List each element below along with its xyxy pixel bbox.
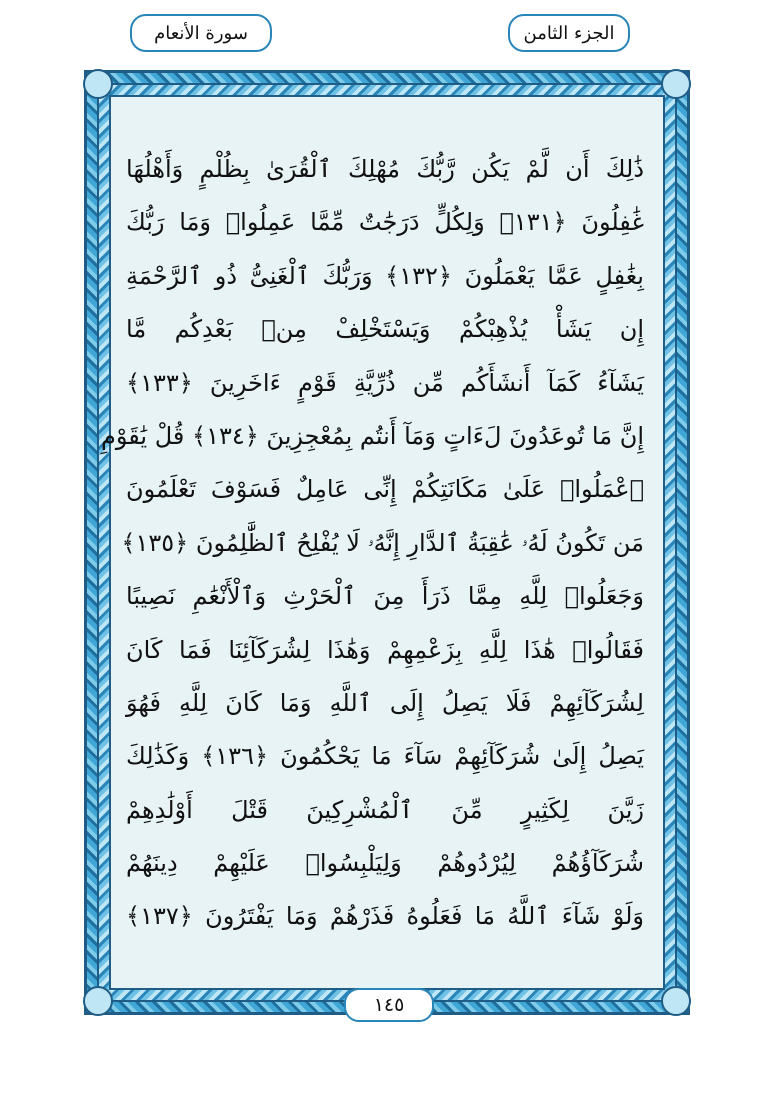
text-line: وَلَوْ شَآءَ ٱللَّهُ مَا فَعَلُوهُ فَذَرْهُمْ وَمَا يَفْتَرُونَ ﴿١٣٧﴾ (126, 902, 644, 931)
quran-text-block (101, 143, 645, 944)
page-number-label: ١٤٥ (373, 994, 405, 1016)
text-line: إِن يَشَأْ يُذْهِبْكُمْ وَيَسْتَخْلِفْ مِنۢ بَعْدِكُم مَّا (126, 315, 644, 344)
text-line: ٱعْمَلُوا۟ عَلَىٰ مَكَانَتِكُمْ إِنِّى عَامِلٌ فَسَوْفَ تَعْلَمُونَ (126, 475, 644, 504)
text-line: غَٰفِلُونَ ﴿١٣١﴾ وَلِكُلٍّ دَرَجَٰتٌ مِّمَّا عَمِلُوا۟ وَمَا رَبُّكَ (126, 208, 644, 237)
text-line: إِنَّ مَا تُوعَدُونَ لَءَاتٍ وَمَآ أَنتُم بِمُعْجِزِينَ ﴿١٣٤﴾ قُلْ يَٰقَوْمِ (101, 421, 644, 450)
text-line: ذَٰلِكَ أَن لَّمْ يَكُن رَّبُّكَ مُهْلِكَ ٱلْقُرَىٰ بِظُلْمٍ وَأَهْلُهَا (126, 155, 644, 183)
corner-ornament-icon (83, 69, 113, 99)
text-line: يَصِلُ إِلَىٰ شُرَكَآئِهِمْ سَآءَ مَا يَحْكُمُونَ ﴿١٣٦﴾ وَكَذَٰلِكَ (126, 742, 645, 771)
text-line: يَشَآءُ كَمَآ أَنشَأَكُم مِّن ذُرِّيَّةِ قَوْمٍ ءَاخَرِينَ ﴿١٣٣﴾ (126, 368, 644, 397)
text-line: زَيَّنَ لِكَثِيرٍ مِّنَ ٱلْمُشْرِكِينَ قَتْلَ أَوْلَٰدِهِمْ (126, 795, 644, 824)
page-number (344, 988, 434, 1022)
corner-ornament-icon (661, 986, 691, 1016)
text-line: فَقَالُوا۟ هَٰذَا لِلَّهِ بِزَعْمِهِمْ وَهَٰذَا لِشُرَكَآئِنَا فَمَا كَانَ (126, 635, 644, 664)
corner-ornament-icon (83, 986, 113, 1016)
text-line: مَن تَكُونُ لَهُۥ عَٰقِبَةُ ٱلدَّارِ إِنَّهُۥ لَا يُفْلِحُ ٱلظَّٰلِمُونَ ﴿١٣٥﴾ (121, 528, 644, 557)
juz-name-header (508, 14, 630, 52)
text-line: شُرَكَآؤُهُمْ لِيُرْدُوهُمْ وَلِيَلْبِسُوا۟ عَلَيْهِمْ دِينَهُمْ (126, 849, 644, 878)
text-line: وَجَعَلُوا۟ لِلَّهِ مِمَّا ذَرَأَ مِنَ ٱلْحَرْثِ وَٱلْأَنْعَٰمِ نَصِيبًا (126, 582, 644, 611)
surah-name-header (130, 14, 272, 52)
corner-ornament-icon (661, 69, 691, 99)
surah-name: سورة الأنعام (154, 22, 248, 44)
text-line: بِغَٰفِلٍ عَمَّا يَعْمَلُونَ ﴿١٣٢﴾ وَرَبُّكَ ٱلْغَنِىُّ ذُو ٱلرَّحْمَةِ (126, 261, 644, 290)
text-line: لِشُرَكَآئِهِمْ فَلَا يَصِلُ إِلَى ٱللَّهِ وَمَا كَانَ لِلَّهِ فَهُوَ (126, 688, 644, 717)
juz-name: الجزء الثامن (523, 22, 615, 44)
